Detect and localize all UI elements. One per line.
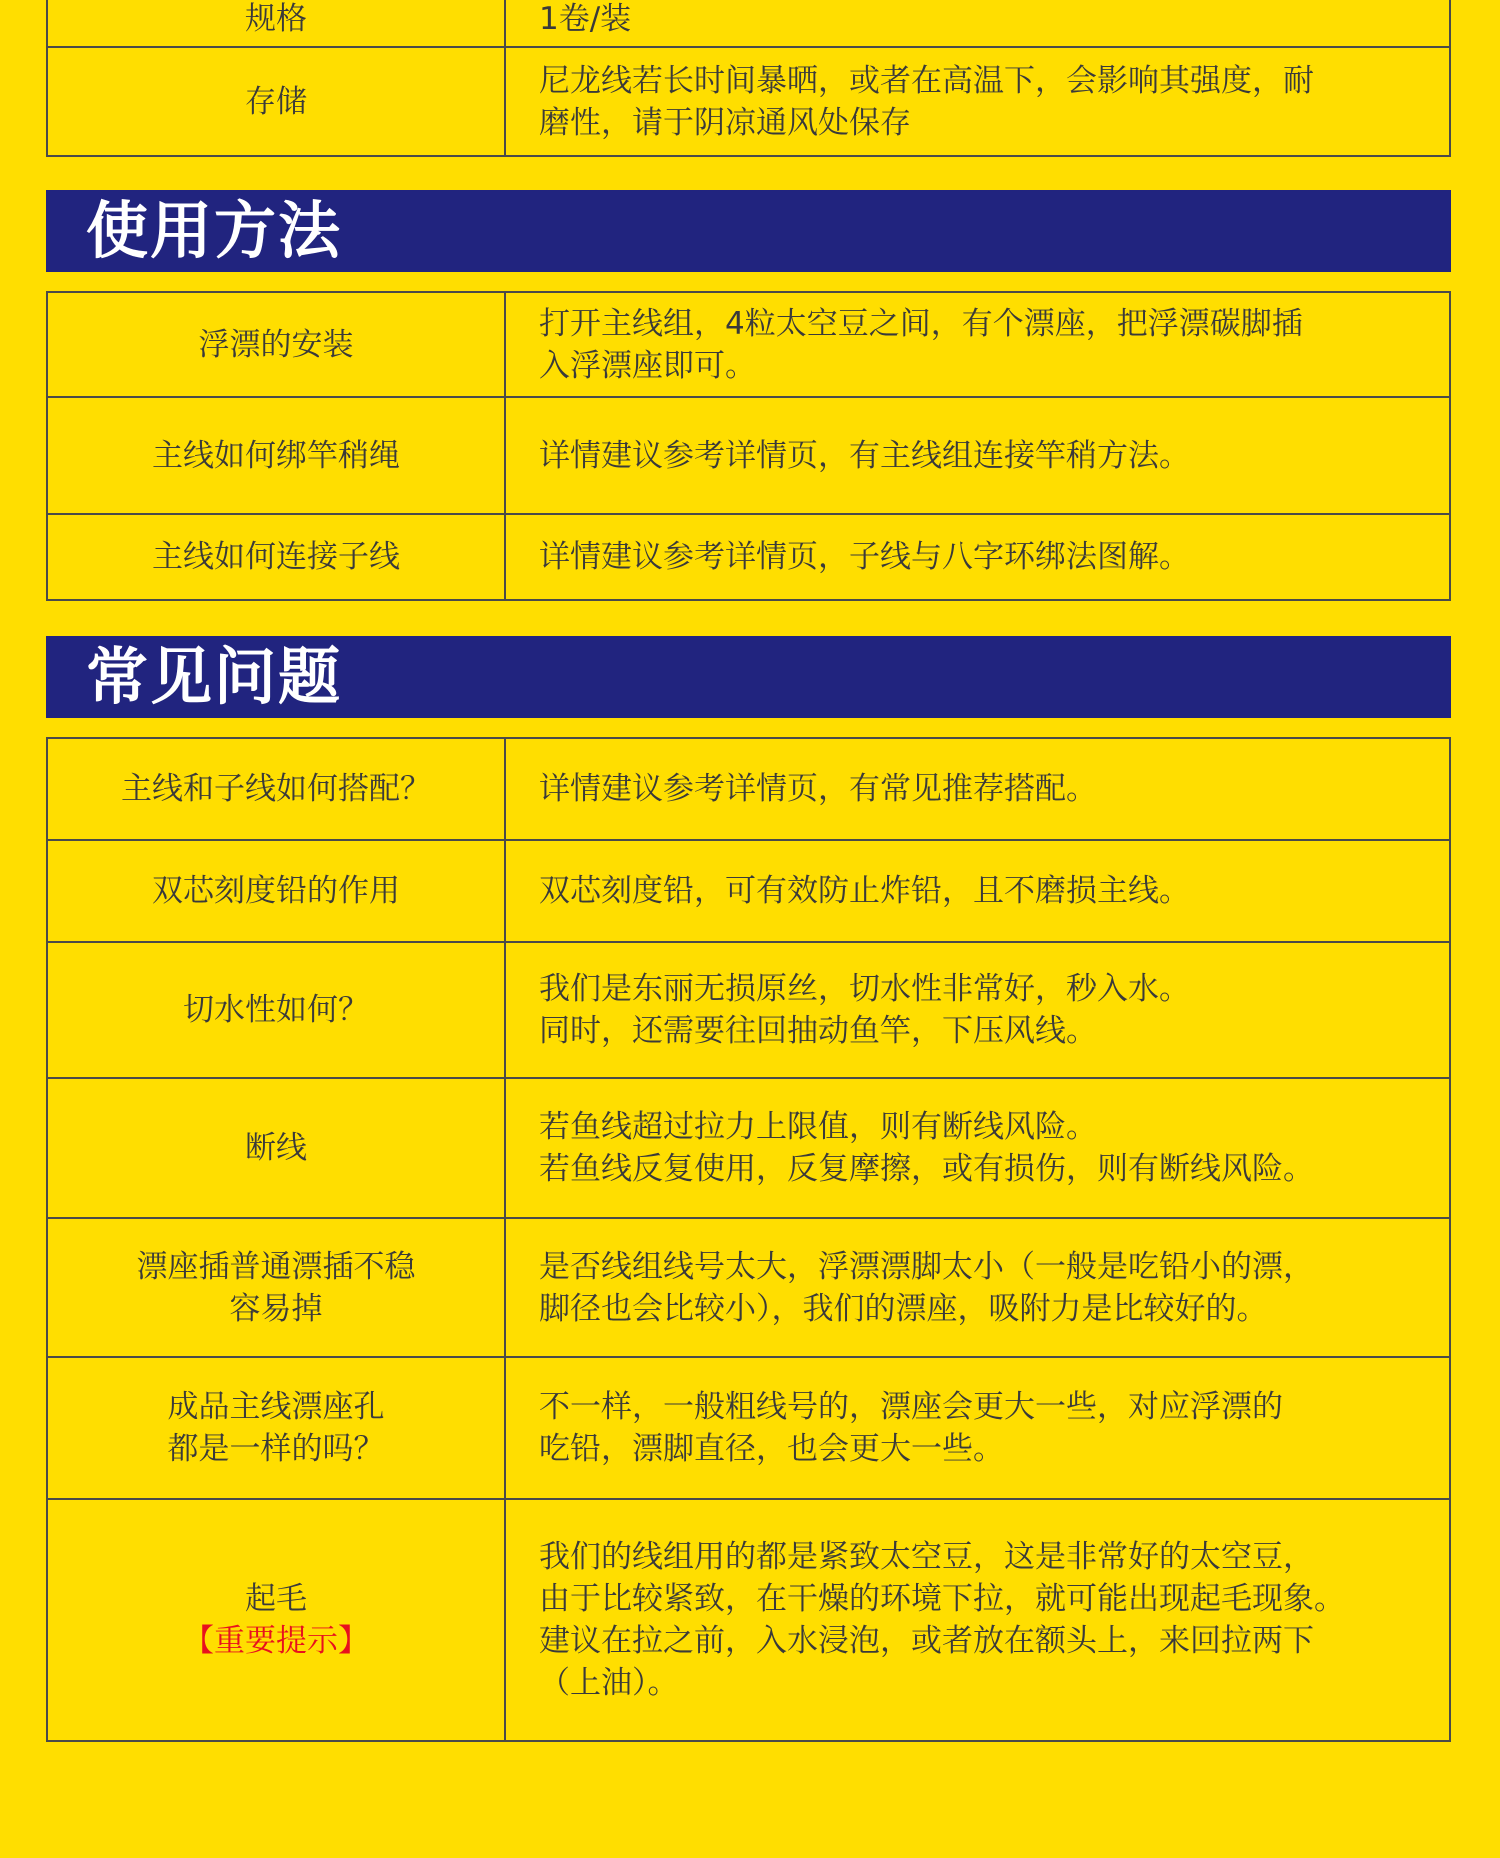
- row-value: 1卷/装: [505, 0, 1450, 47]
- row-label: 主线如何连接子线: [47, 514, 505, 600]
- row-label-cell: [47, 1499, 505, 1741]
- row-label: 漂座插普通漂插不稳 容易掉: [47, 1218, 505, 1357]
- row-label: 浮漂的安装: [47, 292, 505, 397]
- table-row: [47, 0, 1450, 47]
- table-row: [47, 292, 1450, 397]
- section-header-usage: 使用方法: [46, 190, 1451, 272]
- row-value: 详情建议参考详情页，子线与八字环绑法图解。: [505, 514, 1450, 600]
- table-row: [47, 47, 1450, 156]
- row-value: 尼龙线若长时间暴晒，或者在高温下，会影响其强度，耐 磨性，请于阴凉通风处保存: [505, 47, 1450, 156]
- table-row: [47, 1218, 1450, 1357]
- row-label: 成品主线漂座孔 都是一样的吗？: [47, 1357, 505, 1499]
- row-value: 是否线组线号太大，浮漂漂脚太小（一般是吃铅小的漂， 脚径也会比较小），我们的漂座，吸附力是比较好的。: [505, 1218, 1450, 1357]
- row-label: 切水性如何？: [47, 942, 505, 1078]
- section-header-faq: 常见问题: [46, 636, 1451, 718]
- row-label: 主线如何绑竿稍绳: [47, 397, 505, 514]
- spec-table: [46, 0, 1451, 157]
- faq-table: [46, 737, 1451, 1742]
- table-row: [47, 1078, 1450, 1218]
- row-value: 双芯刻度铅，可有效防止炸铅，且不磨损主线。: [505, 840, 1450, 942]
- usage-table: [46, 291, 1451, 601]
- table-row: [47, 397, 1450, 514]
- row-label: 断线: [47, 1078, 505, 1218]
- table-row: [47, 942, 1450, 1078]
- row-value: 我们的线组用的都是紧致太空豆，这是非常好的太空豆， 由于比较紧致，在干燥的环境下拉，就可能出现起毛现象。 建议在拉之前，入水浸泡，或者放在额头上，来回拉两下 （上油）。: [505, 1499, 1450, 1741]
- row-value: 详情建议参考详情页，有主线组连接竿稍方法。: [505, 397, 1450, 514]
- important-notice: 【重要提示】: [183, 1623, 369, 1659]
- row-value: 若鱼线超过拉力上限值，则有断线风险。 若鱼线反复使用，反复摩擦，或有损伤，则有断线风险。: [505, 1078, 1450, 1218]
- table-row: [47, 840, 1450, 942]
- row-label: 存储: [47, 47, 505, 156]
- row-label: 起毛: [245, 1581, 307, 1617]
- row-value: 我们是东丽无损原丝，切水性非常好，秒入水。 同时，还需要往回抽动鱼竿，下压风线。: [505, 942, 1450, 1078]
- table-row: [47, 738, 1450, 840]
- row-value: 不一样，一般粗线号的，漂座会更大一些，对应浮漂的 吃铅，漂脚直径，也会更大一些。: [505, 1357, 1450, 1499]
- row-label: 双芯刻度铅的作用: [47, 840, 505, 942]
- row-value: 详情建议参考详情页，有常见推荐搭配。: [505, 738, 1450, 840]
- table-row: [47, 1499, 1450, 1741]
- row-value: 打开主线组，4粒太空豆之间，有个漂座，把浮漂碳脚插 入浮漂座即可。: [505, 292, 1450, 397]
- row-label: 主线和子线如何搭配？: [47, 738, 505, 840]
- table-row: [47, 1357, 1450, 1499]
- row-label: 规格: [47, 0, 505, 47]
- table-row: [47, 514, 1450, 600]
